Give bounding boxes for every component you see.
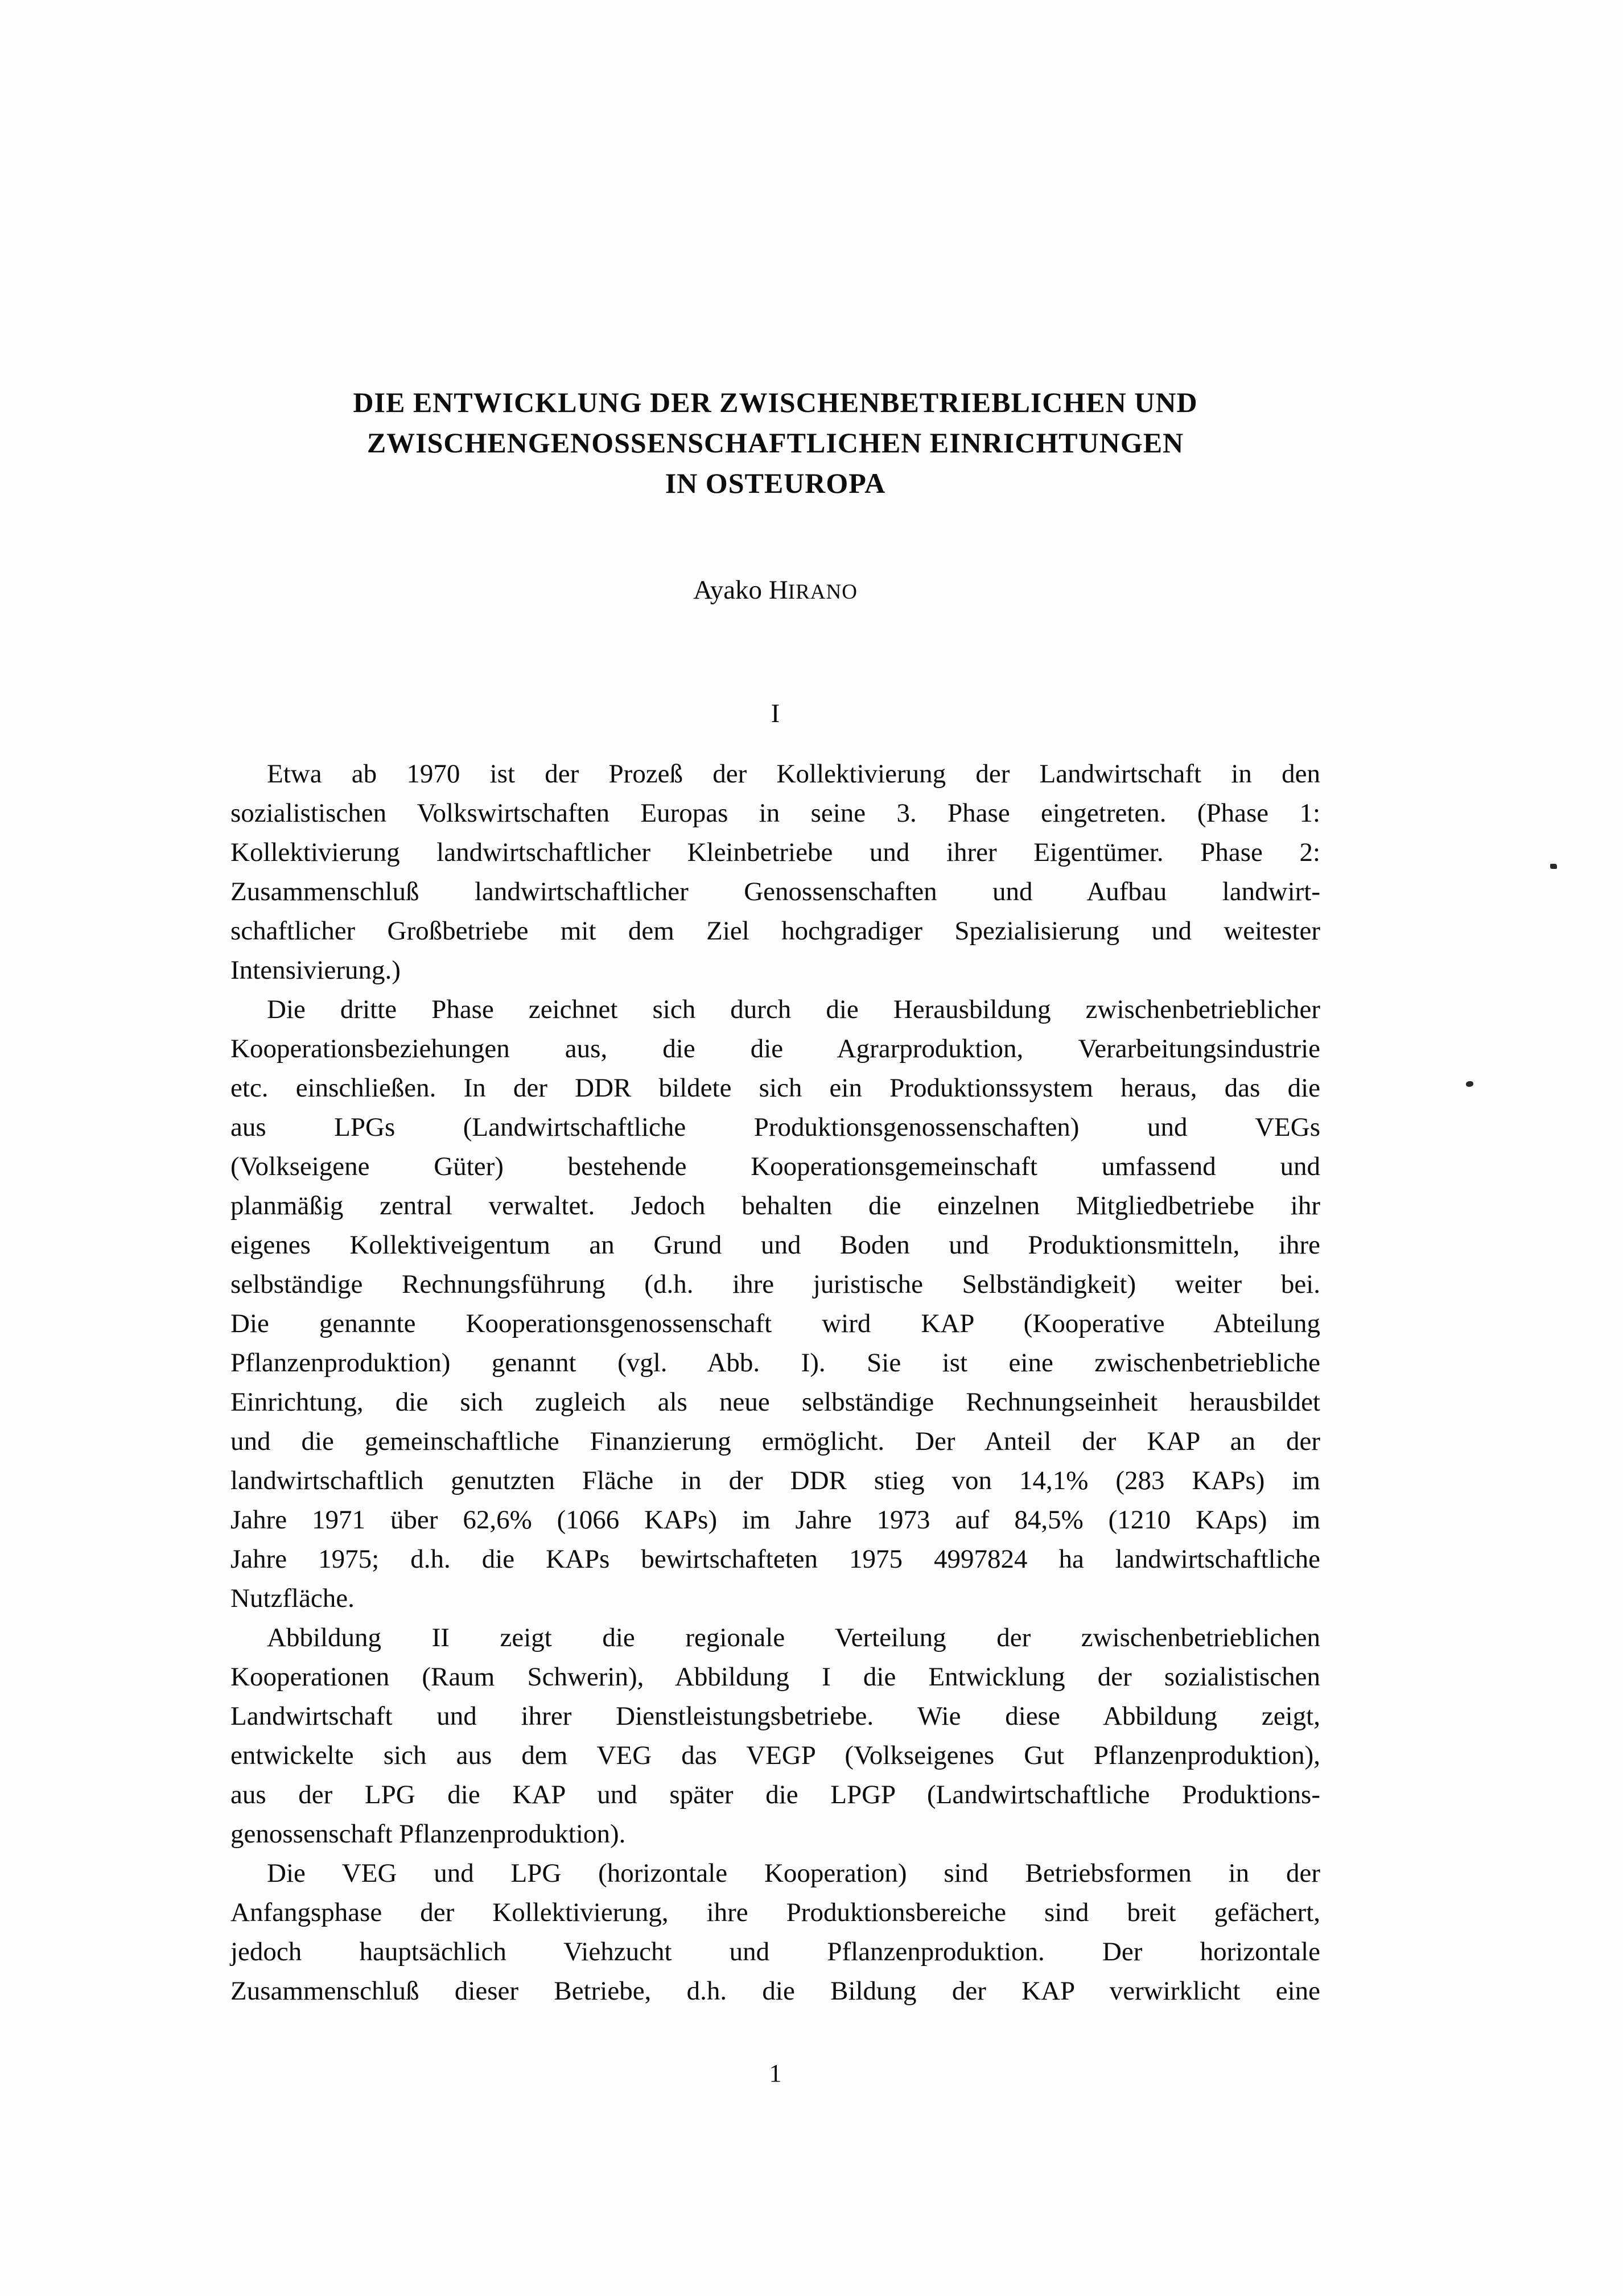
body-line: Zusammenschluß landwirtschaftlicher Genossenschaften und Aufbau landwirt- [230, 877, 1320, 906]
body-line: Einrichtung, die sich zugleich als neue selbständige Rechnungseinheit herausbildet [230, 1387, 1320, 1417]
body-line: Nutzfläche. [230, 1584, 355, 1613]
body-line: Jahre 1975; d.h. die KAPs bewirtschafteten 1975 4997824 ha landwirtschaftliche [230, 1544, 1320, 1574]
body-line: Landwirtschaft und ihrer Dienstleistungsbetriebe. Wie diese Abbildung zeigt, [230, 1701, 1320, 1731]
body-line: Zusammenschluß dieser Betriebe, d.h. die Bildung der KAP verwirklicht eine [230, 1976, 1320, 2006]
scan-speck [1550, 864, 1557, 869]
body-line: eigenes Kollektiveigentum an Grund und Boden und Produktionsmitteln, ihre [230, 1230, 1320, 1260]
body-line: genossenschaft Pflanzenproduktion). [230, 1819, 626, 1849]
body-line: Etwa ab 1970 ist der Prozeß der Kollektivierung der Landwirtschaft in den [267, 759, 1320, 789]
body-line: Pflanzenproduktion) genannt (vgl. Abb. I). Sie ist eine zwischenbetriebliche [230, 1348, 1320, 1378]
body-line: selbständige Rechnungsführung (d.h. ihre juristische Selbständigkeit) weiter bei. [230, 1269, 1320, 1299]
article-title [230, 382, 1320, 504]
author-name [230, 574, 1320, 609]
body-line: Kooperationen (Raum Schwerin), Abbildung I die Entwicklung der sozialistischen [230, 1662, 1320, 1692]
title-line-3: IN OSTEUROPA [665, 467, 886, 499]
body-line: Jahre 1971 über 62,6% (1066 KAPs) im Jahre 1973 auf 84,5% (1210 KAps) im [230, 1505, 1320, 1535]
body-line: etc. einschließen. In der DDR bildete sich ein Produktionssystem heraus, das die [230, 1073, 1320, 1103]
body-line: schaftlicher Großbetriebe mit dem Ziel hochgradiger Spezialisierung und weitester [230, 916, 1320, 946]
body-line: aus LPGs (Landwirtschaftliche Produktionsgenossenschaften) und VEGs [230, 1112, 1320, 1142]
body-line: Abbildung II zeigt die regionale Verteilung der zwischenbetrieblichen [267, 1623, 1320, 1652]
body-line: jedoch hauptsächlich Viehzucht und Pflanzenproduktion. Der horizontale [230, 1937, 1320, 1967]
body-line: (Volkseigene Güter) bestehende Kooperationsgemeinschaft umfassend und [230, 1152, 1320, 1181]
body-line: aus der LPG die KAP und später die LPGP (Landwirtschaftliche Produktions- [230, 1780, 1320, 1809]
author-surname-smallcaps: IRANO [788, 580, 858, 604]
title-line-1: DIE ENTWICKLUNG DER ZWISCHENBETRIEBLICHEN UND [353, 386, 1198, 418]
page-number: 1 [769, 2059, 782, 2087]
author-surname-initial: H [768, 575, 788, 605]
body-line: Anfangsphase der Kollektivierung, ihre Produktionsbereiche sind breit gefächert, [230, 1898, 1320, 1927]
author-given-name: Ayako [693, 575, 763, 605]
body-line: Kollektivierung landwirtschaftlicher Kleinbetriebe und ihrer Eigentümer. Phase 2: [230, 838, 1320, 867]
body-line: Die genannte Kooperationsgenossenschaft wird KAP (Kooperative Abteilung [230, 1309, 1320, 1338]
body-line: planmäßig zentral verwaltet. Jedoch behalten die einzelnen Mitgliedbetriebe ihr [230, 1191, 1320, 1221]
body-line: Intensivierung.) [230, 955, 401, 985]
title-line-2: ZWISCHENGENOSSENSCHAFTLICHEN EINRICHTUNGEN [366, 427, 1184, 459]
body-line: entwickelte sich aus dem VEG das VEGP (Volkseigenes Gut Pflanzenproduktion), [230, 1741, 1320, 1770]
body-text [230, 755, 1320, 2011]
body-line: sozialistischen Volkswirtschaften Europas in seine 3. Phase eingetreten. (Phase 1: [230, 798, 1320, 828]
body-line: Kooperationsbeziehungen aus, die die Agrarproduktion, Verarbeitungsindustrie [230, 1034, 1320, 1064]
section-heading: I [771, 699, 780, 728]
scan-speck [1466, 1081, 1473, 1087]
body-line: landwirtschaftlich genutzten Fläche in der DDR stieg von 14,1% (283 KAPs) im [230, 1466, 1320, 1495]
body-line: und die gemeinschaftliche Finanzierung ermöglicht. Der Anteil der KAP an der [230, 1427, 1320, 1456]
body-line: Die dritte Phase zeichnet sich durch die Herausbildung zwischenbetrieblicher [267, 995, 1320, 1024]
body-line: Die VEG und LPG (horizontale Kooperation) sind Betriebsformen in der [267, 1858, 1320, 1888]
